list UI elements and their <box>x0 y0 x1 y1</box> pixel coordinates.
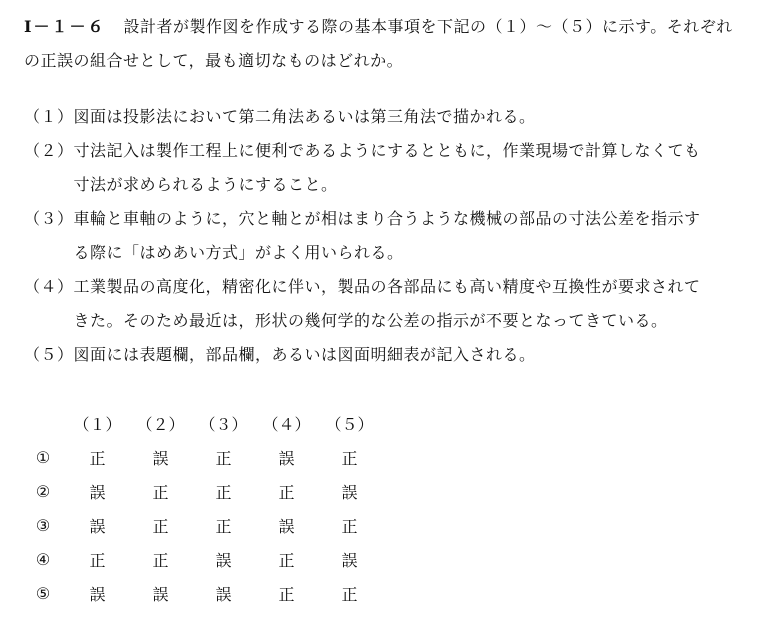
answer-cell: 正 <box>341 584 358 604</box>
answer-cell: 正 <box>215 516 232 536</box>
answer-cell: 正 <box>215 482 232 502</box>
answer-cell: 正 <box>341 448 358 468</box>
answer-cell: 誤 <box>89 584 106 604</box>
column-header: （２） <box>136 414 185 434</box>
statement-number: （３） <box>24 209 74 228</box>
statement-text <box>74 100 754 134</box>
option-label: ② <box>35 481 51 501</box>
answer-cell: 誤 <box>215 584 232 604</box>
question-text-1: 設計者が製作図を作成する際の基本事項を下記の（１）～（５）に示す。それぞれ <box>123 17 733 36</box>
statement-line: 工業製品の高度化，精密化に伴い，製品の各部品にも高い精度や互換性が要求されて <box>73 277 701 296</box>
answer-cell: 正 <box>278 584 295 604</box>
answer-cell: 誤 <box>341 482 358 502</box>
statement-line: る際に「はめあい方式」がよく用いられる。 <box>73 243 404 262</box>
question-line-1 <box>24 10 754 44</box>
statement-line: 寸法記入は製作工程上に便利であるようにするとともに，作業現場で計算しなくても <box>73 141 701 160</box>
answer-cell: 正 <box>278 550 295 570</box>
statement-2 <box>24 134 754 202</box>
option-label: ④ <box>35 549 51 569</box>
statement-5 <box>24 338 754 372</box>
statement-3 <box>24 202 754 270</box>
column-header: （１） <box>73 414 122 434</box>
answer-cell: 誤 <box>215 550 232 570</box>
answer-table <box>20 406 381 610</box>
answer-cell: 正 <box>278 482 295 502</box>
statement-line: 図面には表題欄，部品欄，あるいは図面明細表が記入される。 <box>73 345 536 364</box>
statement-4 <box>24 270 754 338</box>
statement-line: 寸法が求められるようにすること。 <box>73 175 338 194</box>
column-header: （４） <box>262 414 311 434</box>
answer-cell: 誤 <box>89 482 106 502</box>
answer-option-row <box>20 440 381 474</box>
option-label: ⑤ <box>35 583 51 603</box>
option-label: ① <box>35 447 51 467</box>
statement-line: 図面は投影法において第二角法あるいは第三角法で描かれる。 <box>73 107 536 126</box>
answer-cell: 誤 <box>89 516 106 536</box>
statement-text <box>74 134 754 202</box>
statement-number: （２） <box>24 141 74 160</box>
statement-number: （４） <box>24 277 74 296</box>
statement-number: （５） <box>24 345 74 364</box>
statement-text <box>74 338 754 372</box>
question-header <box>24 10 754 78</box>
answer-cell: 正 <box>89 550 106 570</box>
header-blank-cell <box>20 406 66 440</box>
answer-cell: 誤 <box>278 516 295 536</box>
option-label: ③ <box>35 515 51 535</box>
statement-list <box>24 100 754 372</box>
answer-cell: 正 <box>152 482 169 502</box>
answer-cell: 正 <box>89 448 106 468</box>
question-text-2: の正誤の組合せとして，最も適切なものはどれか。 <box>24 51 404 70</box>
answer-cell: 正 <box>215 448 232 468</box>
statement-line: きた。そのため最近は，形状の幾何学的な公差の指示が不要となってきている。 <box>73 311 668 330</box>
answer-option-row <box>20 542 381 576</box>
answer-option-row <box>20 508 381 542</box>
column-header: （３） <box>199 414 248 434</box>
column-header: （５） <box>325 414 374 434</box>
statement-1 <box>24 100 754 134</box>
answer-cell: 誤 <box>152 584 169 604</box>
answer-cell: 正 <box>341 516 358 536</box>
answer-cell: 誤 <box>152 448 169 468</box>
question-id: Ⅰ－１－６ <box>24 17 106 36</box>
answer-option-row <box>20 576 381 610</box>
statement-line: 車輪と車軸のように，穴と軸とが相はまり合うような機械の部品の寸法公差を指示す <box>73 209 701 228</box>
answer-cell: 正 <box>152 516 169 536</box>
answer-cell: 誤 <box>341 550 358 570</box>
statement-text <box>74 202 754 270</box>
question-line-2 <box>24 44 754 78</box>
statement-text <box>74 270 754 338</box>
answer-cell: 正 <box>152 550 169 570</box>
answer-cell: 誤 <box>278 448 295 468</box>
answer-option-row <box>20 474 381 508</box>
answer-table-header-row <box>20 406 381 440</box>
statement-number: （１） <box>24 107 74 126</box>
